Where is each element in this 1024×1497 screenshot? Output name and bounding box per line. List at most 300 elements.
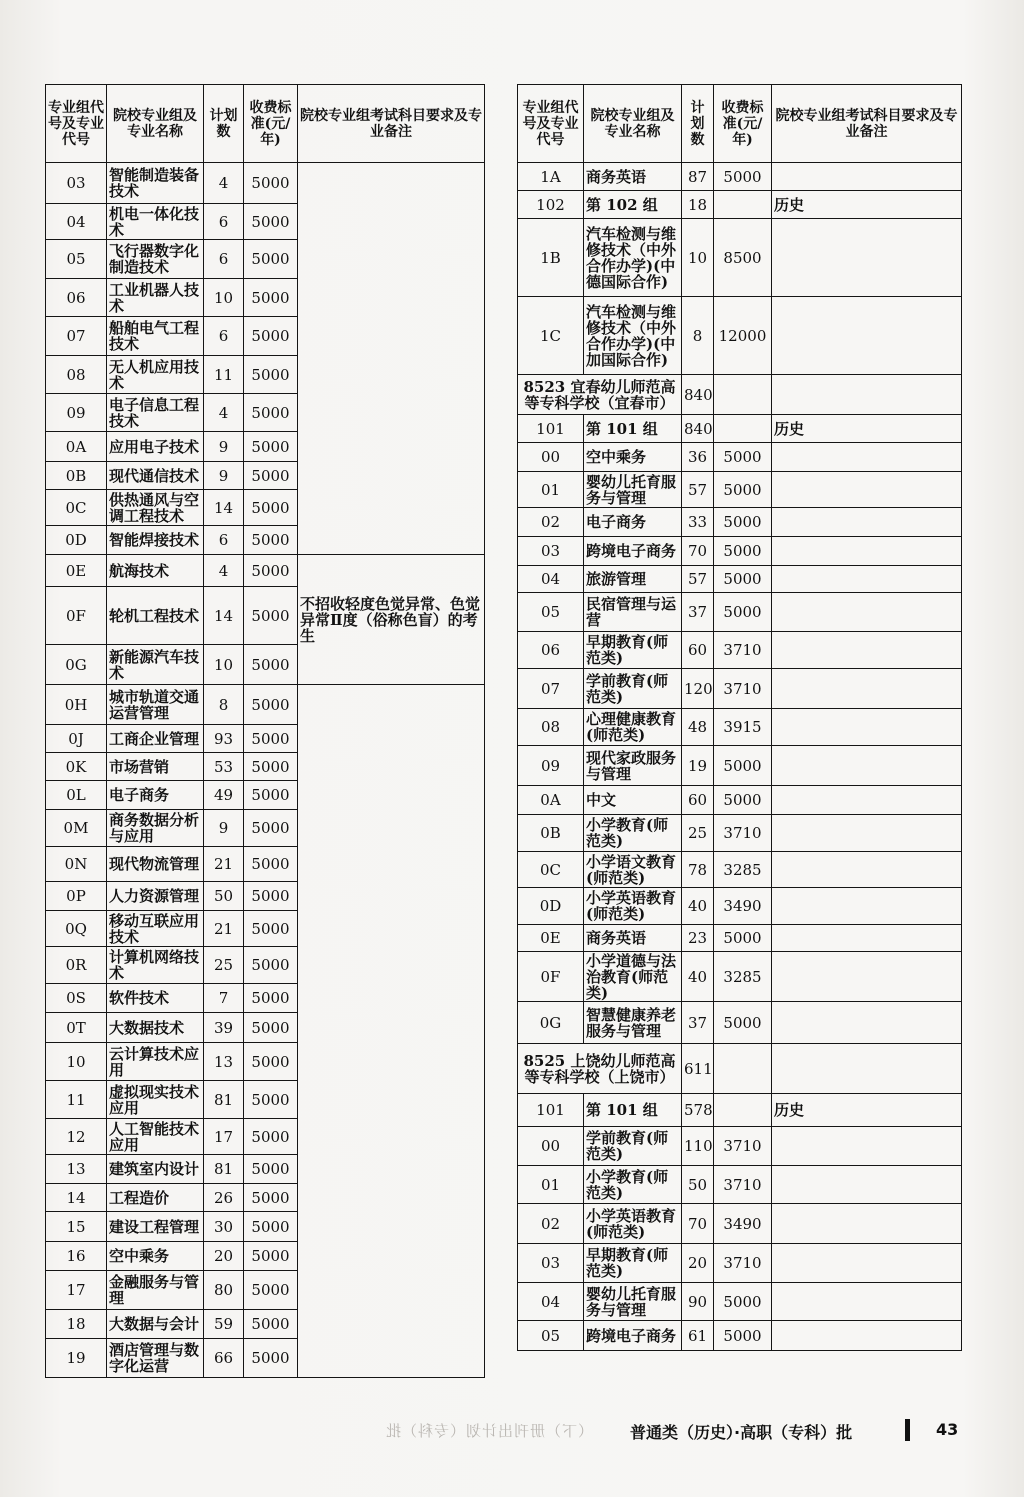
group-note: [772, 163, 962, 191]
tuition-fee: 3710: [714, 632, 772, 669]
tuition-fee: 3710: [714, 1166, 772, 1204]
tuition-fee: 5000: [244, 1271, 298, 1310]
tuition-fee: [714, 1094, 772, 1127]
major-name: 空中乘务: [584, 443, 682, 472]
table-row: [518, 566, 962, 593]
plan-count: 20: [682, 1244, 714, 1283]
left-admission-table: [45, 84, 485, 1378]
major-name: 学前教育(师范类): [584, 669, 682, 709]
table-row: [518, 632, 962, 669]
table-row: [518, 508, 962, 537]
major-name: 电子商务: [584, 508, 682, 537]
table-row: [518, 163, 962, 191]
major-name: 市场营销: [107, 753, 204, 781]
tuition-fee: 5000: [244, 725, 298, 753]
major-code: 0G: [46, 645, 107, 685]
major-code: 19: [46, 1339, 107, 1378]
major-name: 第 101 组: [584, 1094, 682, 1127]
plan-count: 21: [204, 847, 244, 882]
tuition-fee: 5000: [244, 1119, 298, 1155]
major-name: 空中乘务: [107, 1242, 204, 1271]
group-note: [772, 472, 962, 508]
major-code: 0B: [46, 462, 107, 490]
major-code: 09: [46, 394, 107, 432]
tuition-fee: 5000: [714, 593, 772, 632]
header-name: 院校专业组及专业名称: [107, 85, 204, 163]
major-name: 心理健康教育(师范类): [584, 709, 682, 746]
table-header-row: [518, 85, 962, 163]
major-name: 工程造价: [107, 1184, 204, 1212]
plan-count: 66: [204, 1339, 244, 1378]
plan-count: 21: [204, 911, 244, 947]
major-name: 小学教育(师范类): [584, 1166, 682, 1204]
group-note-cell: [298, 163, 485, 555]
plan-count: 14: [204, 490, 244, 526]
institution-name: 8525 上饶幼儿师范高等专科学校（上饶市）: [518, 1044, 682, 1094]
table-row: [518, 888, 962, 925]
major-name: 机电一体化技术: [107, 204, 204, 240]
major-name: 旅游管理: [584, 566, 682, 593]
plan-count: 4: [204, 555, 244, 587]
group-note: [772, 443, 962, 472]
tuition-fee: 5000: [244, 1184, 298, 1212]
plan-count: 60: [682, 632, 714, 669]
major-name: 飞行器数字化制造技术: [107, 240, 204, 279]
major-name: 现代物流管理: [107, 847, 204, 882]
major-code: 02: [518, 1204, 584, 1244]
major-name: 电子商务: [107, 781, 204, 810]
plan-count: 57: [682, 566, 714, 593]
tuition-fee: 5000: [244, 240, 298, 279]
group-note: [772, 1244, 962, 1283]
major-name: 第 101 组: [584, 415, 682, 443]
plan-count: 37: [682, 593, 714, 632]
table-row: [518, 1094, 962, 1127]
plan-count: 37: [682, 1002, 714, 1044]
header-code: 专业组代号及专业代号: [46, 85, 107, 163]
group-note: [772, 1002, 962, 1044]
group-note: [772, 632, 962, 669]
plan-count: 11: [204, 356, 244, 394]
major-code: 02: [518, 508, 584, 537]
major-code: 0D: [518, 888, 584, 925]
major-code: 0H: [46, 685, 107, 725]
major-code: 0F: [46, 587, 107, 645]
major-code: 0R: [46, 947, 107, 984]
major-name: 航海技术: [107, 555, 204, 587]
group-note: [772, 508, 962, 537]
tuition-fee: [714, 1044, 772, 1094]
major-name: 婴幼儿托育服务与管理: [584, 472, 682, 508]
major-code: 08: [46, 356, 107, 394]
major-name: 小学道德与法治教育(师范类): [584, 952, 682, 1002]
major-code: 04: [518, 1283, 584, 1321]
major-code: 05: [46, 240, 107, 279]
plan-count: 840: [682, 375, 714, 415]
tuition-fee: 3490: [714, 888, 772, 925]
major-name: 跨境电子商务: [584, 537, 682, 566]
major-code: 17: [46, 1271, 107, 1310]
major-name: 新能源汽车技术: [107, 645, 204, 685]
plan-count: 50: [682, 1166, 714, 1204]
table-row: [46, 555, 485, 587]
plan-count: 81: [204, 1081, 244, 1119]
major-name: 现代家政服务与管理: [584, 746, 682, 786]
table-header-row: [46, 85, 485, 163]
plan-count: 120: [682, 669, 714, 709]
plan-count: 8: [682, 297, 714, 375]
major-code: 04: [518, 566, 584, 593]
plan-count: 59: [204, 1310, 244, 1339]
major-code: 0T: [46, 1013, 107, 1043]
major-code: 03: [46, 163, 107, 204]
group-note: [772, 537, 962, 566]
tuition-fee: 5000: [714, 472, 772, 508]
major-code: 0D: [46, 526, 107, 555]
major-code: 04: [46, 204, 107, 240]
tuition-fee: 5000: [244, 1339, 298, 1378]
plan-count: 80: [204, 1271, 244, 1310]
tuition-fee: 5000: [714, 1283, 772, 1321]
major-code: 0G: [518, 1002, 584, 1044]
tuition-fee: 5000: [714, 786, 772, 815]
tuition-fee: [714, 375, 772, 415]
tuition-fee: 5000: [244, 526, 298, 555]
plan-count: 6: [204, 526, 244, 555]
tuition-fee: 5000: [714, 508, 772, 537]
major-code: 05: [518, 593, 584, 632]
tuition-fee: 5000: [244, 911, 298, 947]
major-name: 汽车检测与维修技术（中外合作办学)(中加国际合作): [584, 297, 682, 375]
table-row: [518, 952, 962, 1002]
plan-count: 40: [682, 888, 714, 925]
table-row: [518, 219, 962, 297]
plan-count: 4: [204, 394, 244, 432]
table-row: [518, 297, 962, 375]
tuition-fee: 5000: [714, 537, 772, 566]
major-name: 计算机网络技术: [107, 947, 204, 984]
plan-count: 40: [682, 952, 714, 1002]
tuition-fee: 5000: [244, 555, 298, 587]
plan-count: 17: [204, 1119, 244, 1155]
table-row: [518, 415, 962, 443]
plan-count: 20: [204, 1242, 244, 1271]
tuition-fee: 5000: [244, 394, 298, 432]
tuition-fee: 5000: [244, 984, 298, 1013]
table-row: [46, 685, 485, 725]
major-code: 12: [46, 1119, 107, 1155]
major-code: 10: [46, 1043, 107, 1081]
tuition-fee: [714, 415, 772, 443]
major-code: 03: [518, 537, 584, 566]
color-vision-note: 不招收轻度色觉异常、色觉异常Ⅱ度（俗称色盲）的考生: [298, 555, 485, 685]
tuition-fee: 5000: [244, 1310, 298, 1339]
header-fee: 收费标准(元/年): [714, 85, 772, 163]
group-note: [772, 1321, 962, 1351]
major-code: 0C: [46, 490, 107, 526]
group-note: [772, 925, 962, 952]
tuition-fee: 5000: [244, 685, 298, 725]
plan-count: 611: [682, 1044, 714, 1094]
major-name: 汽车检测与维修技术（中外合作办学)(中德国际合作): [584, 219, 682, 297]
tuition-fee: 5000: [714, 443, 772, 472]
major-name: 人力资源管理: [107, 882, 204, 911]
major-code: 0N: [46, 847, 107, 882]
group-note: [772, 375, 962, 415]
major-name: 商务英语: [584, 925, 682, 952]
group-note: [772, 888, 962, 925]
plan-count: 4: [204, 163, 244, 204]
major-code: 00: [518, 443, 584, 472]
header-plan: 计划数: [204, 85, 244, 163]
tuition-fee: 5000: [714, 746, 772, 786]
plan-count: 6: [204, 204, 244, 240]
tuition-fee: 5000: [244, 163, 298, 204]
tuition-fee: 3490: [714, 1204, 772, 1244]
table-row: [518, 537, 962, 566]
group-note: [772, 1204, 962, 1244]
plan-count: 70: [682, 537, 714, 566]
plan-count: 25: [204, 947, 244, 984]
plan-count: 6: [204, 317, 244, 356]
plan-count: 8: [204, 685, 244, 725]
major-code: 0A: [518, 786, 584, 815]
header-note: 院校专业组考试科目要求及专业备注: [298, 85, 485, 163]
group-note: [772, 1283, 962, 1321]
table-row: [518, 1244, 962, 1283]
major-code: 03: [518, 1244, 584, 1283]
plan-count: 23: [682, 925, 714, 952]
footer-bleedthrough-text: （下）册刊出计划（专科）批: [385, 1422, 594, 1440]
table-row: [518, 593, 962, 632]
major-name: 应用电子技术: [107, 432, 204, 462]
major-code: 11: [46, 1081, 107, 1119]
tuition-fee: 12000: [714, 297, 772, 375]
major-code: 0K: [46, 753, 107, 781]
major-name: 小学教育(师范类): [584, 815, 682, 852]
plan-count: 50: [204, 882, 244, 911]
group-note: 历史: [772, 191, 962, 219]
plan-count: 578: [682, 1094, 714, 1127]
plan-count: 10: [204, 645, 244, 685]
tuition-fee: 5000: [714, 1002, 772, 1044]
tuition-fee: 3710: [714, 669, 772, 709]
plan-count: 93: [204, 725, 244, 753]
group-note: [772, 1166, 962, 1204]
major-name: 学前教育(师范类): [584, 1127, 682, 1166]
major-code: 0E: [46, 555, 107, 587]
group-note: [772, 297, 962, 375]
table-row: [518, 472, 962, 508]
tuition-fee: 5000: [244, 1155, 298, 1184]
tuition-fee: 5000: [244, 1013, 298, 1043]
major-code: 0Q: [46, 911, 107, 947]
plan-count: 18: [682, 191, 714, 219]
plan-count: 39: [204, 1013, 244, 1043]
major-name: 电子信息工程技术: [107, 394, 204, 432]
major-name: 商务数据分析与应用: [107, 810, 204, 847]
major-name: 供热通风与空调工程技术: [107, 490, 204, 526]
major-code: 18: [46, 1310, 107, 1339]
tuition-fee: 5000: [244, 1043, 298, 1081]
major-name: 轮机工程技术: [107, 587, 204, 645]
major-code: 101: [518, 1094, 584, 1127]
tuition-fee: 5000: [244, 432, 298, 462]
major-name: 大数据与会计: [107, 1310, 204, 1339]
table-row: [46, 163, 485, 204]
tuition-fee: 5000: [244, 947, 298, 984]
header-name: 院校专业组及专业名称: [584, 85, 682, 163]
group-note: [772, 1044, 962, 1094]
major-name: 酒店管理与数字化运营: [107, 1339, 204, 1378]
right-admission-table: [517, 84, 962, 1351]
major-name: 民宿管理与运营: [584, 593, 682, 632]
major-code: 1C: [518, 297, 584, 375]
tuition-fee: 3710: [714, 815, 772, 852]
table-row: [518, 852, 962, 888]
major-name: 商务英语: [584, 163, 682, 191]
tuition-fee: 5000: [244, 645, 298, 685]
group-note: 历史: [772, 1094, 962, 1127]
major-code: 0S: [46, 984, 107, 1013]
major-code: 0M: [46, 810, 107, 847]
table-row: [518, 1204, 962, 1244]
page-number: 43: [936, 1420, 959, 1439]
major-code: 0C: [518, 852, 584, 888]
plan-count: 60: [682, 786, 714, 815]
major-name: 城市轨道交通运营管理: [107, 685, 204, 725]
plan-count: 110: [682, 1127, 714, 1166]
major-name: 小学英语教育(师范类): [584, 888, 682, 925]
group-note: [772, 852, 962, 888]
tuition-fee: 5000: [244, 781, 298, 810]
major-code: 01: [518, 1166, 584, 1204]
tuition-fee: 5000: [244, 356, 298, 394]
tuition-fee: 3710: [714, 1244, 772, 1283]
plan-count: 10: [682, 219, 714, 297]
major-name: 现代通信技术: [107, 462, 204, 490]
table-row: [518, 746, 962, 786]
tuition-fee: 5000: [244, 204, 298, 240]
table-row: [518, 786, 962, 815]
major-name: 智能制造装备技术: [107, 163, 204, 204]
plan-count: 70: [682, 1204, 714, 1244]
major-name: 移动互联应用技术: [107, 911, 204, 947]
major-name: 工商企业管理: [107, 725, 204, 753]
major-name: 第 102 组: [584, 191, 682, 219]
group-note: [772, 786, 962, 815]
tuition-fee: 5000: [244, 882, 298, 911]
major-code: 05: [518, 1321, 584, 1351]
major-name: 小学语文教育(师范类): [584, 852, 682, 888]
group-note-cell: [298, 685, 485, 1378]
table-row: [518, 1127, 962, 1166]
major-code: 0P: [46, 882, 107, 911]
tuition-fee: 5000: [244, 587, 298, 645]
major-code: 14: [46, 1184, 107, 1212]
group-note: [772, 669, 962, 709]
institution-name: 8523 宜春幼儿师范高等专科学校（宜春市）: [518, 375, 682, 415]
tuition-fee: 5000: [244, 753, 298, 781]
major-code: 13: [46, 1155, 107, 1184]
tuition-fee: 5000: [244, 462, 298, 490]
major-name: 跨境电子商务: [584, 1321, 682, 1351]
group-note: [772, 566, 962, 593]
tuition-fee: 5000: [714, 566, 772, 593]
group-note: [772, 709, 962, 746]
plan-count: 87: [682, 163, 714, 191]
major-name: 船舶电气工程技术: [107, 317, 204, 356]
major-code: 08: [518, 709, 584, 746]
institution-row: [518, 375, 962, 415]
major-name: 智慧健康养老服务与管理: [584, 1002, 682, 1044]
table-row: [518, 1321, 962, 1351]
table-row: [518, 669, 962, 709]
major-name: 云计算技术应用: [107, 1043, 204, 1081]
institution-row: [518, 1044, 962, 1094]
tuition-fee: 5000: [714, 1321, 772, 1351]
plan-count: 9: [204, 462, 244, 490]
tuition-fee: 5000: [244, 279, 298, 317]
major-code: 0L: [46, 781, 107, 810]
major-code: 00: [518, 1127, 584, 1166]
major-name: 无人机应用技术: [107, 356, 204, 394]
table-row: [518, 1166, 962, 1204]
major-name: 早期教育(师范类): [584, 632, 682, 669]
tuition-fee: 3285: [714, 952, 772, 1002]
header-code: 专业组代号及专业代号: [518, 85, 584, 163]
plan-count: 48: [682, 709, 714, 746]
tuition-fee: 3915: [714, 709, 772, 746]
group-note: [772, 815, 962, 852]
table-row: [518, 815, 962, 852]
major-code: 0E: [518, 925, 584, 952]
plan-count: 9: [204, 432, 244, 462]
plan-count: 78: [682, 852, 714, 888]
major-code: 15: [46, 1212, 107, 1242]
major-name: 建筑室内设计: [107, 1155, 204, 1184]
major-code: 1B: [518, 219, 584, 297]
plan-count: 61: [682, 1321, 714, 1351]
major-name: 人工智能技术应用: [107, 1119, 204, 1155]
plan-count: 90: [682, 1283, 714, 1321]
table-row: [518, 191, 962, 219]
major-code: 101: [518, 415, 584, 443]
plan-count: 53: [204, 753, 244, 781]
major-name: 工业机器人技术: [107, 279, 204, 317]
table-row: [518, 709, 962, 746]
major-code: 102: [518, 191, 584, 219]
group-note: [772, 952, 962, 1002]
tuition-fee: 3285: [714, 852, 772, 888]
major-name: 金融服务与管理: [107, 1271, 204, 1310]
plan-count: 26: [204, 1184, 244, 1212]
major-code: 0A: [46, 432, 107, 462]
header-plan: 计划数: [682, 85, 714, 163]
plan-count: 25: [682, 815, 714, 852]
major-code: 01: [518, 472, 584, 508]
group-note: [772, 746, 962, 786]
major-code: 07: [46, 317, 107, 356]
major-code: 09: [518, 746, 584, 786]
footer-section-title: 普通类（历史）·高职（专科）批: [630, 1423, 853, 1442]
tuition-fee: [714, 191, 772, 219]
tuition-fee: 8500: [714, 219, 772, 297]
major-name: 大数据技术: [107, 1013, 204, 1043]
plan-count: 19: [682, 746, 714, 786]
plan-count: 14: [204, 587, 244, 645]
major-code: 06: [46, 279, 107, 317]
